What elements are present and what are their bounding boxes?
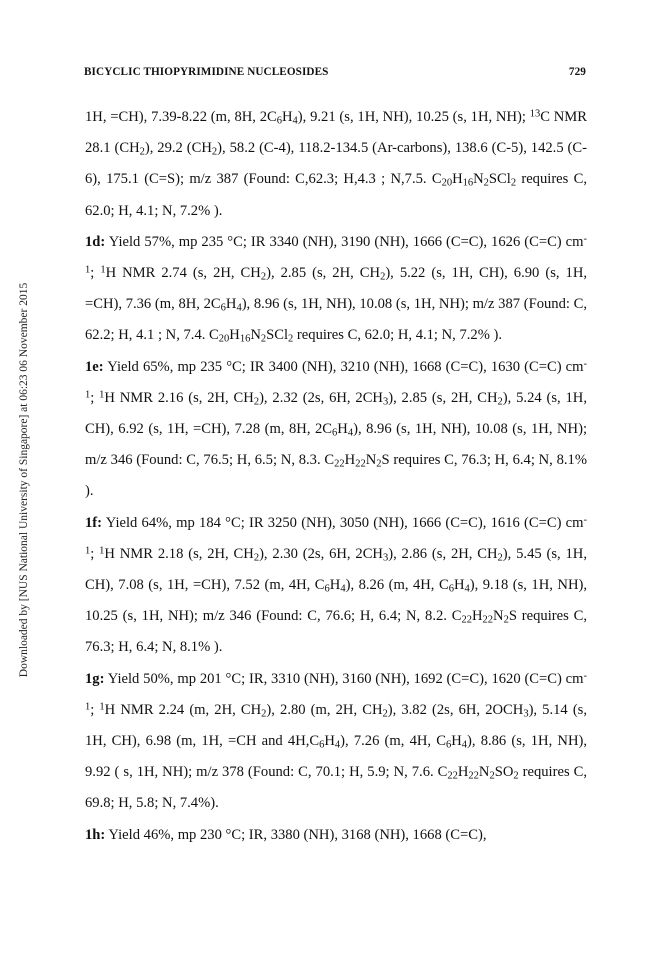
subscript: 2 [211, 146, 218, 158]
compound-label: 1d: [85, 233, 106, 250]
subscript: 22 [355, 458, 366, 470]
subscript: 20 [218, 333, 230, 345]
paragraph-continuation: 1H, =CH), 7.39-8.22 (m, 8H, $2C_6H_4$), 9.21 (s, 1H, NH), 10.25 (s, 1H, NH); $^{13}$C NMR 28.1 $(CH_2)$, 29.2 $(CH_2)$, 58.2 (C-4), 118.2-134.5 (Ar-carbons), 138.6 (C-5), 142.5 (C-6), 175.1 (C=S); m/z 387 (Found: C,62.3; H,4.3 ; N,7.5. $C_{20}H_{16}N_2SCl_2$ requires C, 62.0; H, 4.1; N, 7.2% ). [85, 108, 588, 219]
superscript: -1 [85, 513, 587, 557]
compound-entry-1g: 1g: Yield 50%, mp 201 °C; IR, 3310 (NH), 3160 (NH), 1692 (C=C), 1620 (C=C) $cm^{-1}$; $^1$H NMR 2.24 (m, 2H, $CH_2$), 2.80 (m, 2H, $CH_2$), 3.82 (2s, 6H, $2OCH_3$), 5.14 (s, 1H, CH), 6.98 (m, 1H, =CH and $4H,C_6H_4$), 7.26 (m, 4H, $C_6H_4$), 8.86 (s, 1H, NH), 9.92 ( s, 1H, NH); m/z 378 (Found: C, 70.1; H, 5.9; N, 7.6. $C_{22}H_{22}N_2SO_2$ requires C, 69.8; H, 5.8; N, 7.4%). [85, 669, 588, 812]
subscript: 22 [334, 458, 345, 470]
running-header [84, 66, 586, 78]
subscript: 2 [253, 396, 260, 408]
compound-entry-1e: 1e: Yield 65%, mp 235 °C; IR 3400 (NH), 3210 (NH), 1668 (C=C), 1630 (C=C) $cm^{-1}$; $^1$H NMR 2.16 (s, 2H, $CH_2$), 2.32 (2s, 6H, $2CH_3$), 2.85 (s, 2H, $CH_2$), 5.24 (s, 1H, CH), 6.92 (s, 1H, =CH), 7.28 (m, 8H, $2C_6H_4$), 8.96 (s, 1H, NH), 10.08 (s, 1H, NH); m/z 346 (Found: C, 76.5; H, 6.5; N, 8.3. $C_{22}H_{22}N_2S$ requires C, 76.3; H, 6.4; N, 8.1% ). [85, 357, 587, 500]
subscript: 4 [292, 115, 298, 127]
compound-entry-1f: 1f: Yield 64%, mp 184 °C; IR 3250 (NH), 3050 (NH), 1666 (C=C), 1616 (C=C) $cm^{-1}$; $^1$H NMR 2.18 (s, 2H, $CH_2$), 2.30 (2s, 6H, $2CH_3$), 2.86 (s, 2H, $CH_2$), 5.45 (s, 1H, CH), 7.08 (s, 1H, =CH), 7.52 (m, 4H, $C_6H_4$), 8.26 (m, 4H, $C_6H_4$), 9.18 (s, 1H, NH), 10.25 (s, 1H, NH); m/z 346 (Found: C, 76.6; H, 6.4; N, 8.2. $C_{22}H_{22}N_2S$ requires C, 76.3; H, 6.4; N, 8.1% ). [85, 513, 587, 656]
subscript: 2 [261, 708, 267, 720]
subscript: 4 [334, 739, 341, 751]
page-body [85, 102, 587, 851]
subscript: 2 [260, 333, 267, 345]
superscript: 1 [99, 389, 105, 401]
subscript: 6 [276, 115, 282, 127]
superscript: 13 [529, 108, 541, 120]
subscript: 4 [461, 739, 468, 751]
subscript: 2 [382, 708, 388, 720]
subscript: 2 [139, 146, 145, 158]
subscript: 22 [447, 770, 458, 782]
subscript: 3 [382, 396, 389, 408]
download-watermark [14, 180, 34, 780]
subscript: 2 [503, 614, 509, 626]
subscript: 6 [332, 427, 338, 439]
subscript: 2 [288, 333, 294, 345]
subscript: 22 [482, 614, 494, 626]
compound-label: 1g: [85, 670, 105, 687]
superscript: -1 [85, 357, 587, 401]
superscript: 1 [99, 545, 105, 557]
subscript: 6 [324, 583, 330, 595]
subscript: 20 [441, 177, 453, 189]
subscript: 2 [253, 552, 260, 564]
subscript: 6 [448, 583, 454, 595]
subscript: 2 [260, 271, 267, 283]
compound-entry-1d: 1d: Yield 57%, mp 235 °C; IR 3340 (NH), 3190 (NH), 1666 (C=C), 1626 (C=C) $cm^{-1}$; $^1$H NMR 2.74 (s, 2H, $CH_2$), 2.85 (s, 2H, $CH_2$), 5.22 (s, 1H, CH), 6.90 (s, 1H, =CH), 7.36 (m, 8H, $2C_6H_4$), 8.96 (s, 1H, NH), 10.08 (s, 1H, NH); m/z 387 (Found: C, 62.2; H, 4.1 ; N, 7.4. $C_{20}H_{16}N_2SCl_2$ requires C, 62.0; H, 4.1; N, 7.2% ). [85, 233, 588, 345]
compound-entry-1h: 1h: Yield 46%, mp 230 °C; IR, 3380 (NH), 3168 (NH), 1668 (C=C), [85, 826, 487, 843]
subscript: 6 [220, 302, 226, 314]
subscript: 22 [468, 770, 479, 782]
running-title: BICYCLIC THIOPYRIMIDINE NUCLEOSIDES [84, 66, 329, 78]
subscript: 6 [319, 739, 325, 751]
download-note: Downloaded by [NUS National University of Singapore] at 06:23 06 November 2015 [18, 282, 30, 678]
compound-label: 1f: [85, 514, 103, 531]
subscript: 2 [497, 396, 503, 408]
superscript: 1 [99, 701, 105, 713]
subscript: 16 [462, 177, 474, 189]
subscript: 22 [461, 614, 472, 626]
subscript: 2 [510, 177, 517, 189]
page-number: 729 [568, 66, 586, 78]
subscript: 2 [380, 271, 386, 283]
subscript: 16 [239, 333, 251, 345]
superscript: -1 [85, 669, 587, 713]
superscript: -1 [85, 233, 587, 276]
subscript: 4 [236, 302, 242, 314]
subscript: 4 [464, 583, 470, 595]
subscript: 6 [445, 739, 452, 751]
compound-label: 1h: [85, 826, 106, 843]
subscript: 2 [497, 552, 503, 564]
subscript: 4 [340, 583, 346, 595]
subscript: 2 [489, 770, 495, 782]
subscript: 4 [347, 427, 354, 439]
subscript: 2 [483, 177, 489, 189]
subscript: 3 [523, 708, 529, 720]
subscript: 3 [382, 552, 389, 564]
subscript: 2 [376, 458, 382, 470]
subscript: 2 [513, 770, 519, 782]
compound-label: 1e: [85, 358, 104, 375]
superscript: 1 [100, 264, 106, 276]
